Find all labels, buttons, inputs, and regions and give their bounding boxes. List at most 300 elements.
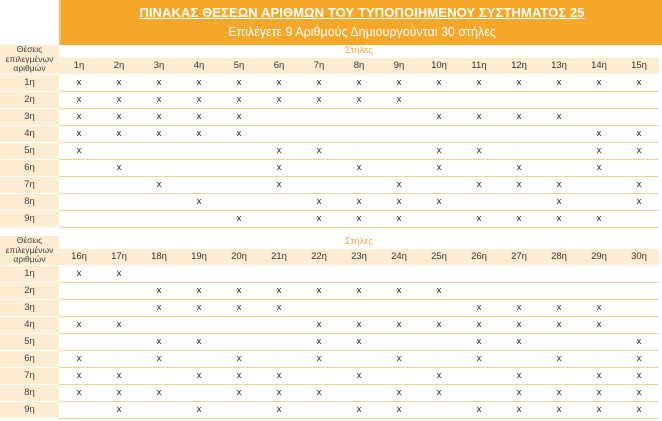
empty-cell [339,142,379,159]
empty-cell [139,193,179,210]
position-mark: x [339,367,379,384]
column-header: 3η [139,57,179,74]
empty-cell [379,142,419,159]
position-label: 3η [0,299,59,316]
column-header: 5η [219,57,259,74]
empty-cell [219,333,259,350]
empty-cell [419,350,459,367]
empty-cell [99,282,139,299]
position-mark: x [499,401,539,418]
position-row [0,333,659,350]
empty-cell [539,282,579,299]
position-mark: x [499,108,539,125]
empty-cell [179,350,219,367]
position-mark: x [459,401,499,418]
empty-cell [539,159,579,176]
position-mark: x [259,384,299,401]
empty-cell [579,91,619,108]
empty-cell [299,108,339,125]
empty-cell [579,193,619,210]
sheet-title: ΠΙΝΑΚΑΣ ΘΕΣΕΩΝ ΑΡΙΘΜΩΝ ΤΟΥ ΤΥΠΟΠΟΙΗΜΕΝΟΥ ΣΥΣΤΗΜΑΤΟΣ 25 [139,5,585,20]
position-mark: x [539,384,579,401]
position-mark: x [339,193,379,210]
column-header: 13η [539,57,579,74]
position-mark: x [579,142,619,159]
position-row [0,350,659,367]
empty-cell [539,142,579,159]
position-mark: x [219,91,259,108]
column-header: 17η [99,248,139,265]
column-header: 23η [339,248,379,265]
position-mark: x [259,91,299,108]
position-mark: x [259,299,299,316]
empty-cell [499,282,539,299]
position-mark: x [259,142,299,159]
empty-cell [459,367,499,384]
empty-cell [219,265,259,282]
empty-cell [459,193,499,210]
position-mark: x [179,367,219,384]
empty-cell [219,316,259,333]
columns-label-row [0,45,659,57]
position-mark: x [299,210,339,227]
empty-cell [299,125,339,142]
position-mark: x [539,193,579,210]
column-header: 26η [459,248,499,265]
empty-cell [59,210,99,227]
empty-cell [139,316,179,333]
position-mark: x [339,401,379,418]
position-mark: x [579,74,619,91]
position-mark: x [419,74,459,91]
position-mark: x [539,299,579,316]
empty-cell [139,401,179,418]
empty-cell [219,401,259,418]
position-mark: x [619,125,659,142]
position-mark: x [499,210,539,227]
empty-cell [179,316,219,333]
position-mark: x [299,384,339,401]
position-mark: x [139,91,179,108]
empty-cell [419,210,459,227]
position-mark: x [539,210,579,227]
empty-cell [259,333,299,350]
position-mark: x [619,350,659,367]
empty-cell [619,159,659,176]
position-row [0,401,659,418]
empty-cell [459,265,499,282]
position-mark: x [339,210,379,227]
position-row [0,193,659,210]
empty-cell [59,159,99,176]
empty-cell [259,350,299,367]
position-mark: x [619,401,659,418]
empty-cell [419,176,459,193]
position-mark: x [619,193,659,210]
position-mark: x [459,333,499,350]
position-label: 2η [0,91,59,108]
empty-cell [539,367,579,384]
empty-cell [139,210,179,227]
position-mark: x [499,316,539,333]
position-row [0,367,659,384]
position-mark: x [299,282,339,299]
column-header: 11η [459,57,499,74]
position-mark: x [459,74,499,91]
empty-cell [539,125,579,142]
position-mark: x [539,316,579,333]
position-mark: x [619,74,659,91]
empty-cell [419,91,459,108]
position-mark: x [259,367,299,384]
empty-cell [179,176,219,193]
empty-cell [59,401,99,418]
column-header-row [0,57,659,74]
columns-label: Στήλες [59,45,659,57]
empty-cell [499,350,539,367]
position-row [0,299,659,316]
position-mark: x [259,74,299,91]
position-mark: x [299,193,339,210]
position-mark: x [299,350,339,367]
position-label: 9η [0,210,59,227]
empty-cell [99,142,139,159]
column-header: 16η [59,248,99,265]
corner-cell [0,0,60,46]
position-mark: x [619,142,659,159]
position-mark: x [459,210,499,227]
position-mark: x [219,282,259,299]
empty-cell [139,159,179,176]
position-mark: x [499,384,539,401]
empty-cell [99,299,139,316]
position-label: 4η [0,125,59,142]
position-mark: x [459,350,499,367]
empty-cell [499,193,539,210]
empty-cell [339,265,379,282]
column-header: 2η [99,57,139,74]
position-mark: x [579,384,619,401]
position-mark: x [299,142,339,159]
position-row [0,159,659,176]
position-mark: x [619,333,659,350]
empty-cell [99,350,139,367]
sheet-header [60,0,662,45]
position-mark: x [139,333,179,350]
position-label: 3η [0,108,59,125]
empty-cell [499,91,539,108]
position-row [0,91,659,108]
empty-cell [379,265,419,282]
position-mark: x [339,74,379,91]
position-mark: x [379,74,419,91]
empty-cell [219,159,259,176]
position-mark: x [419,193,459,210]
empty-cell [259,210,299,227]
columns-table-2 [0,236,659,419]
position-row [0,210,659,227]
empty-cell [259,265,299,282]
empty-cell [419,125,459,142]
column-header: 28η [539,248,579,265]
empty-cell [59,193,99,210]
position-label: 6η [0,159,59,176]
position-mark: x [299,74,339,91]
position-mark: x [339,316,379,333]
column-header: 7η [299,57,339,74]
position-mark: x [379,316,419,333]
position-mark: x [379,176,419,193]
position-mark: x [179,401,219,418]
column-header: 21η [259,248,299,265]
position-mark: x [179,333,219,350]
columns-label: Στήλες [59,236,659,248]
position-mark: x [139,384,179,401]
position-mark: x [459,299,499,316]
position-mark: x [99,384,139,401]
position-mark: x [459,142,499,159]
empty-cell [219,193,259,210]
empty-cell [99,333,139,350]
position-mark: x [419,384,459,401]
column-header: 10η [419,57,459,74]
position-mark: x [99,401,139,418]
empty-cell [259,316,299,333]
position-mark: x [499,299,539,316]
column-header: 27η [499,248,539,265]
position-mark: x [219,350,259,367]
position-mark: x [99,265,139,282]
column-header: 1η [59,57,99,74]
position-mark: x [139,125,179,142]
empty-cell [379,108,419,125]
position-mark: x [139,282,179,299]
empty-cell [459,125,499,142]
positions-label: Θέσεις επιλεγμένων αριθμών [0,45,59,74]
column-header: 4η [179,57,219,74]
position-mark: x [379,384,419,401]
position-row [0,384,659,401]
position-mark: x [579,210,619,227]
position-mark: x [619,176,659,193]
position-mark: x [539,74,579,91]
position-mark: x [379,350,419,367]
empty-cell [459,384,499,401]
empty-cell [539,91,579,108]
position-mark: x [379,282,419,299]
position-mark: x [219,108,259,125]
position-mark: x [59,316,99,333]
empty-cell [339,299,379,316]
position-mark: x [99,108,139,125]
empty-cell [579,108,619,125]
empty-cell [419,299,459,316]
column-header: 29η [579,248,619,265]
column-header: 12η [499,57,539,74]
position-mark: x [99,125,139,142]
empty-cell [99,210,139,227]
position-row [0,108,659,125]
column-header: 6η [259,57,299,74]
position-label: 5η [0,142,59,159]
position-mark: x [499,176,539,193]
position-mark: x [579,125,619,142]
empty-cell [579,265,619,282]
position-mark: x [99,74,139,91]
position-mark: x [179,108,219,125]
position-mark: x [259,282,299,299]
position-mark: x [99,316,139,333]
empty-cell [379,299,419,316]
position-mark: x [219,367,259,384]
empty-cell [539,265,579,282]
empty-cell [139,367,179,384]
position-mark: x [459,176,499,193]
position-mark: x [259,159,299,176]
empty-cell [379,159,419,176]
empty-cell [59,299,99,316]
empty-cell [259,125,299,142]
empty-cell [179,384,219,401]
position-label: 2η [0,282,59,299]
empty-cell [299,367,339,384]
position-mark: x [219,299,259,316]
empty-cell [619,91,659,108]
position-mark: x [379,401,419,418]
empty-cell [299,401,339,418]
position-row [0,282,659,299]
position-mark: x [339,159,379,176]
empty-cell [339,176,379,193]
empty-cell [99,193,139,210]
empty-cell [299,176,339,193]
positions-label: Θέσεις επιλεγμένων αριθμών [0,236,59,265]
position-mark: x [59,142,99,159]
empty-cell [379,125,419,142]
position-mark: x [379,91,419,108]
position-row [0,74,659,91]
empty-cell [179,142,219,159]
position-mark: x [499,367,539,384]
empty-cell [179,210,219,227]
position-mark: x [419,142,459,159]
column-header: 25η [419,248,459,265]
position-mark: x [539,401,579,418]
position-mark: x [99,159,139,176]
column-header: 20η [219,248,259,265]
column-header: 9η [379,57,419,74]
position-label: 4η [0,316,59,333]
position-row [0,316,659,333]
position-mark: x [259,176,299,193]
column-header: 15η [619,57,659,74]
empty-cell [579,350,619,367]
empty-cell [339,125,379,142]
empty-cell [59,176,99,193]
position-mark: x [59,108,99,125]
empty-cell [579,282,619,299]
column-header: 30η [619,248,659,265]
empty-cell [619,108,659,125]
empty-cell [499,125,539,142]
position-mark: x [139,350,179,367]
position-mark: x [459,316,499,333]
empty-cell [299,265,339,282]
position-mark: x [379,210,419,227]
empty-cell [419,265,459,282]
position-row [0,265,659,282]
position-mark: x [139,299,179,316]
position-mark: x [59,74,99,91]
position-mark: x [99,91,139,108]
position-row [0,176,659,193]
position-mark: x [299,91,339,108]
position-mark: x [179,91,219,108]
position-mark: x [59,350,99,367]
column-header: 19η [179,248,219,265]
empty-cell [59,333,99,350]
position-mark: x [579,316,619,333]
empty-cell [219,176,259,193]
position-label: 8η [0,193,59,210]
empty-cell [619,316,659,333]
empty-cell [59,282,99,299]
position-mark: x [179,125,219,142]
empty-cell [419,401,459,418]
empty-cell [339,108,379,125]
position-mark: x [539,350,579,367]
empty-cell [139,265,179,282]
empty-cell [459,159,499,176]
position-mark: x [419,367,459,384]
position-label: 1η [0,265,59,282]
position-mark: x [179,74,219,91]
empty-cell [459,282,499,299]
empty-cell [579,176,619,193]
position-mark: x [59,384,99,401]
position-mark: x [419,108,459,125]
position-mark: x [499,333,539,350]
empty-cell [259,108,299,125]
position-mark: x [579,299,619,316]
position-mark: x [139,108,179,125]
sheet-subtitle: Επιλέγετε 9 Αριθμούς Δημιουργούνται 30 στήλες [228,25,496,39]
column-header: 22η [299,248,339,265]
position-label: 1η [0,74,59,91]
column-header: 8η [339,57,379,74]
position-mark: x [179,299,219,316]
position-label: 7η [0,367,59,384]
position-mark: x [539,108,579,125]
empty-cell [99,176,139,193]
position-mark: x [619,384,659,401]
position-row [0,125,659,142]
position-row [0,142,659,159]
empty-cell [579,333,619,350]
empty-cell [499,142,539,159]
empty-cell [419,333,459,350]
columns-table-1 [0,45,659,228]
empty-cell [459,91,499,108]
empty-cell [339,350,379,367]
empty-cell [619,265,659,282]
position-mark: x [619,367,659,384]
empty-cell [339,384,379,401]
position-mark: x [499,159,539,176]
empty-cell [619,299,659,316]
empty-cell [379,333,419,350]
position-mark: x [219,125,259,142]
